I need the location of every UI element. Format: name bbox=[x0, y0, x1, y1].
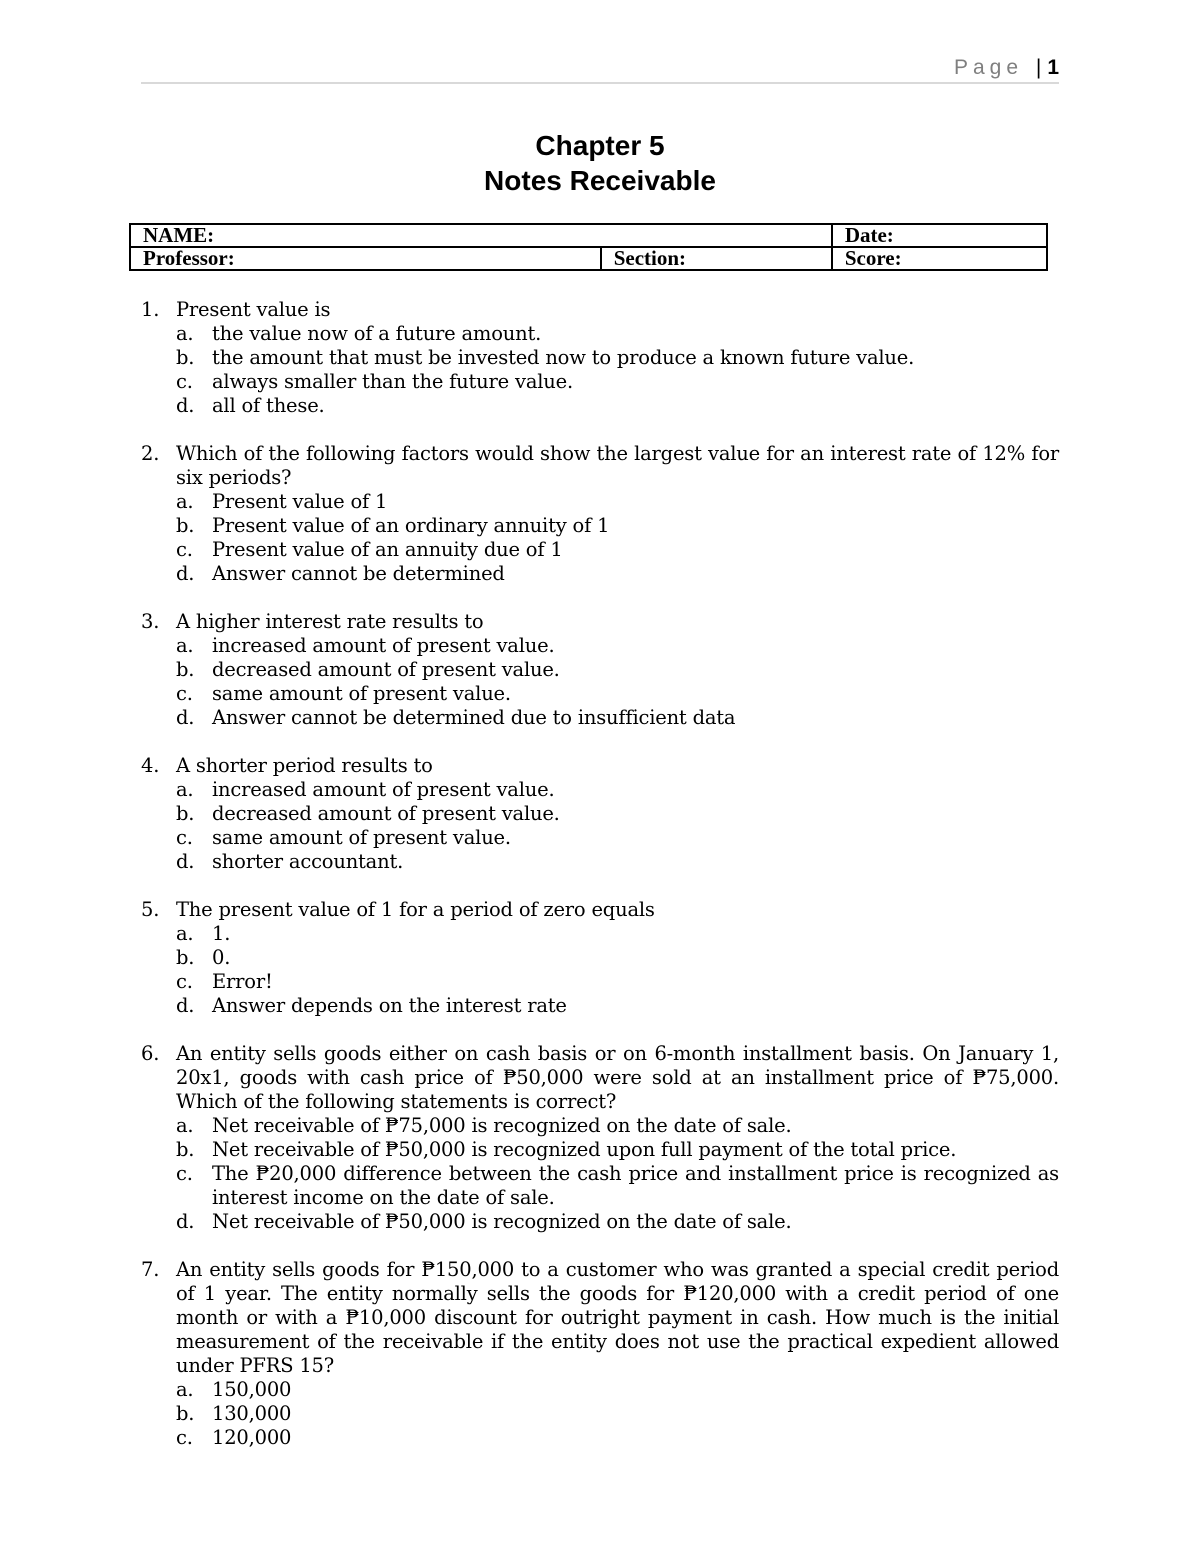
answer-option bbox=[176, 922, 1059, 946]
question-text: The present value of 1 for a period of zero equals bbox=[176, 898, 655, 921]
option-label: c. bbox=[176, 538, 193, 561]
question-stem bbox=[141, 442, 1059, 490]
option-label: b. bbox=[176, 1138, 195, 1161]
question-stem bbox=[141, 1042, 1059, 1114]
page-word: Page bbox=[953, 56, 1023, 79]
option-text: Error! bbox=[212, 970, 273, 993]
option-label: d. bbox=[176, 562, 195, 585]
option-text: shorter accountant. bbox=[212, 850, 404, 873]
answer-option bbox=[176, 970, 1059, 994]
option-label: d. bbox=[176, 394, 195, 417]
answer-option bbox=[176, 826, 1059, 850]
question-number: 6. bbox=[141, 1042, 160, 1065]
answer-option bbox=[176, 538, 1059, 562]
question-stem bbox=[141, 1258, 1059, 1378]
option-text: 0. bbox=[212, 946, 231, 969]
option-text: Net receivable of ₱75,000 is recognized on the date of sale. bbox=[212, 1114, 792, 1137]
question-number: 1. bbox=[141, 298, 160, 321]
option-label: d. bbox=[176, 1210, 195, 1233]
question-text: An entity sells goods for ₱150,000 to a customer who was granted a special credit period of 1 year. The entity normally sells the goods for ₱120,000 with a credit period of one month or with a ₱10,000 discount for outright payment in cash. How much is the initial measurement of the receivable if the entity does not use the practical expedient allowed under PFRS 15? bbox=[176, 1258, 1059, 1377]
question-number: 4. bbox=[141, 754, 160, 777]
option-label: c. bbox=[176, 370, 193, 393]
page-number-header bbox=[954, 56, 1059, 80]
option-label: c. bbox=[176, 682, 193, 705]
answer-option bbox=[176, 1138, 1059, 1162]
question-stem bbox=[141, 610, 1059, 634]
question-text: Present value is bbox=[176, 298, 331, 321]
question-item bbox=[141, 442, 1059, 586]
option-label: b. bbox=[176, 346, 195, 369]
answer-options bbox=[176, 778, 1059, 874]
answer-options bbox=[176, 922, 1059, 1018]
option-text: the amount that must be invested now to produce a known future value. bbox=[212, 346, 915, 369]
option-label: c. bbox=[176, 826, 193, 849]
answer-option bbox=[176, 490, 1059, 514]
answer-option bbox=[176, 1426, 1059, 1450]
question-item bbox=[141, 1258, 1059, 1450]
answer-option bbox=[176, 658, 1059, 682]
option-text: increased amount of present value. bbox=[212, 634, 555, 657]
option-label: d. bbox=[176, 850, 195, 873]
option-text: Present value of an ordinary annuity of 1 bbox=[212, 514, 610, 537]
answer-options bbox=[176, 490, 1059, 586]
name-field: NAME: bbox=[130, 224, 832, 247]
option-label: a. bbox=[176, 922, 194, 945]
answer-options bbox=[176, 634, 1059, 730]
answer-options bbox=[176, 1114, 1059, 1234]
answer-options bbox=[176, 1378, 1059, 1450]
question-stem bbox=[141, 754, 1059, 778]
answer-option bbox=[176, 322, 1059, 346]
option-text: increased amount of present value. bbox=[212, 778, 555, 801]
option-label: d. bbox=[176, 994, 195, 1017]
option-text: The ₱20,000 difference between the cash price and installment price is recognized as interest income on the date of sale. bbox=[212, 1162, 1059, 1209]
option-label: b. bbox=[176, 802, 195, 825]
question-text: Which of the following factors would show the largest value for an interest rate of 12% for six periods? bbox=[176, 442, 1059, 489]
answer-option bbox=[176, 946, 1059, 970]
option-text: 1. bbox=[212, 922, 231, 945]
option-text: Answer cannot be determined bbox=[212, 562, 505, 585]
header-divider bbox=[141, 82, 1059, 84]
option-label: b. bbox=[176, 946, 195, 969]
question-item bbox=[141, 754, 1059, 874]
option-text: all of these. bbox=[212, 394, 325, 417]
option-text: Answer cannot be determined due to insufficient data bbox=[212, 706, 736, 729]
question-text: An entity sells goods either on cash basis or on 6-month installment basis. On January 1, 20x1, goods with cash price of ₱50,000 were sold at an installment price of ₱75,000. Which of the following statements is correct? bbox=[176, 1042, 1059, 1113]
question-item bbox=[141, 298, 1059, 418]
option-label: d. bbox=[176, 706, 195, 729]
answer-option bbox=[176, 634, 1059, 658]
section-field: Section: bbox=[601, 247, 832, 270]
question-item bbox=[141, 898, 1059, 1018]
option-text: same amount of present value. bbox=[212, 826, 511, 849]
answer-options bbox=[176, 322, 1059, 418]
answer-option bbox=[176, 1162, 1059, 1210]
question-number: 7. bbox=[141, 1258, 160, 1281]
professor-field: Professor: bbox=[130, 247, 601, 270]
answer-option bbox=[176, 514, 1059, 538]
question-number: 3. bbox=[141, 610, 160, 633]
question-stem bbox=[141, 298, 1059, 322]
answer-option bbox=[176, 682, 1059, 706]
question-item bbox=[141, 1042, 1059, 1234]
option-text: Present value of 1 bbox=[212, 490, 388, 513]
answer-option bbox=[176, 562, 1059, 586]
chapter-subtitle: Notes Receivable bbox=[484, 165, 716, 196]
option-text: Net receivable of ₱50,000 is recognized on the date of sale. bbox=[212, 1210, 792, 1233]
option-label: b. bbox=[176, 658, 195, 681]
answer-option bbox=[176, 706, 1059, 730]
option-text: 150,000 bbox=[212, 1378, 292, 1401]
answer-option bbox=[176, 1210, 1059, 1234]
option-text: the value now of a future amount. bbox=[212, 322, 542, 345]
option-text: Answer depends on the interest rate bbox=[212, 994, 567, 1017]
question-text: A shorter period results to bbox=[176, 754, 433, 777]
answer-option bbox=[176, 394, 1059, 418]
option-label: a. bbox=[176, 778, 194, 801]
option-label: a. bbox=[176, 490, 194, 513]
option-label: a. bbox=[176, 634, 194, 657]
answer-option bbox=[176, 850, 1059, 874]
page-separator: | bbox=[1035, 56, 1042, 79]
date-field: Date: bbox=[832, 224, 1047, 247]
question-number: 5. bbox=[141, 898, 160, 921]
question-stem bbox=[141, 898, 1059, 922]
answer-option bbox=[176, 1378, 1059, 1402]
answer-option bbox=[176, 1114, 1059, 1138]
question-text: A higher interest rate results to bbox=[176, 610, 484, 633]
option-label: b. bbox=[176, 514, 195, 537]
option-label: a. bbox=[176, 1378, 194, 1401]
answer-option bbox=[176, 994, 1059, 1018]
option-label: c. bbox=[176, 970, 193, 993]
question-number: 2. bbox=[141, 442, 160, 465]
chapter-title: Chapter 5 bbox=[535, 130, 665, 161]
option-text: Present value of an annuity due of 1 bbox=[212, 538, 563, 561]
answer-option bbox=[176, 1402, 1059, 1426]
student-info-table bbox=[129, 223, 1048, 271]
option-label: a. bbox=[176, 1114, 194, 1137]
option-label: a. bbox=[176, 322, 194, 345]
option-label: c. bbox=[176, 1162, 193, 1185]
option-text: always smaller than the future value. bbox=[212, 370, 573, 393]
option-text: decreased amount of present value. bbox=[212, 802, 560, 825]
option-label: c. bbox=[176, 1426, 193, 1449]
option-text: Net receivable of ₱50,000 is recognized upon full payment of the total price. bbox=[212, 1138, 957, 1161]
option-label: b. bbox=[176, 1402, 195, 1425]
score-field: Score: bbox=[832, 247, 1047, 270]
question-list bbox=[141, 298, 1059, 1474]
answer-option bbox=[176, 346, 1059, 370]
option-text: 130,000 bbox=[212, 1402, 292, 1425]
answer-option bbox=[176, 778, 1059, 802]
option-text: decreased amount of present value. bbox=[212, 658, 560, 681]
page-number: 1 bbox=[1047, 56, 1059, 79]
option-text: same amount of present value. bbox=[212, 682, 511, 705]
option-text: 120,000 bbox=[212, 1426, 292, 1449]
question-item bbox=[141, 610, 1059, 730]
answer-option bbox=[176, 370, 1059, 394]
answer-option bbox=[176, 802, 1059, 826]
